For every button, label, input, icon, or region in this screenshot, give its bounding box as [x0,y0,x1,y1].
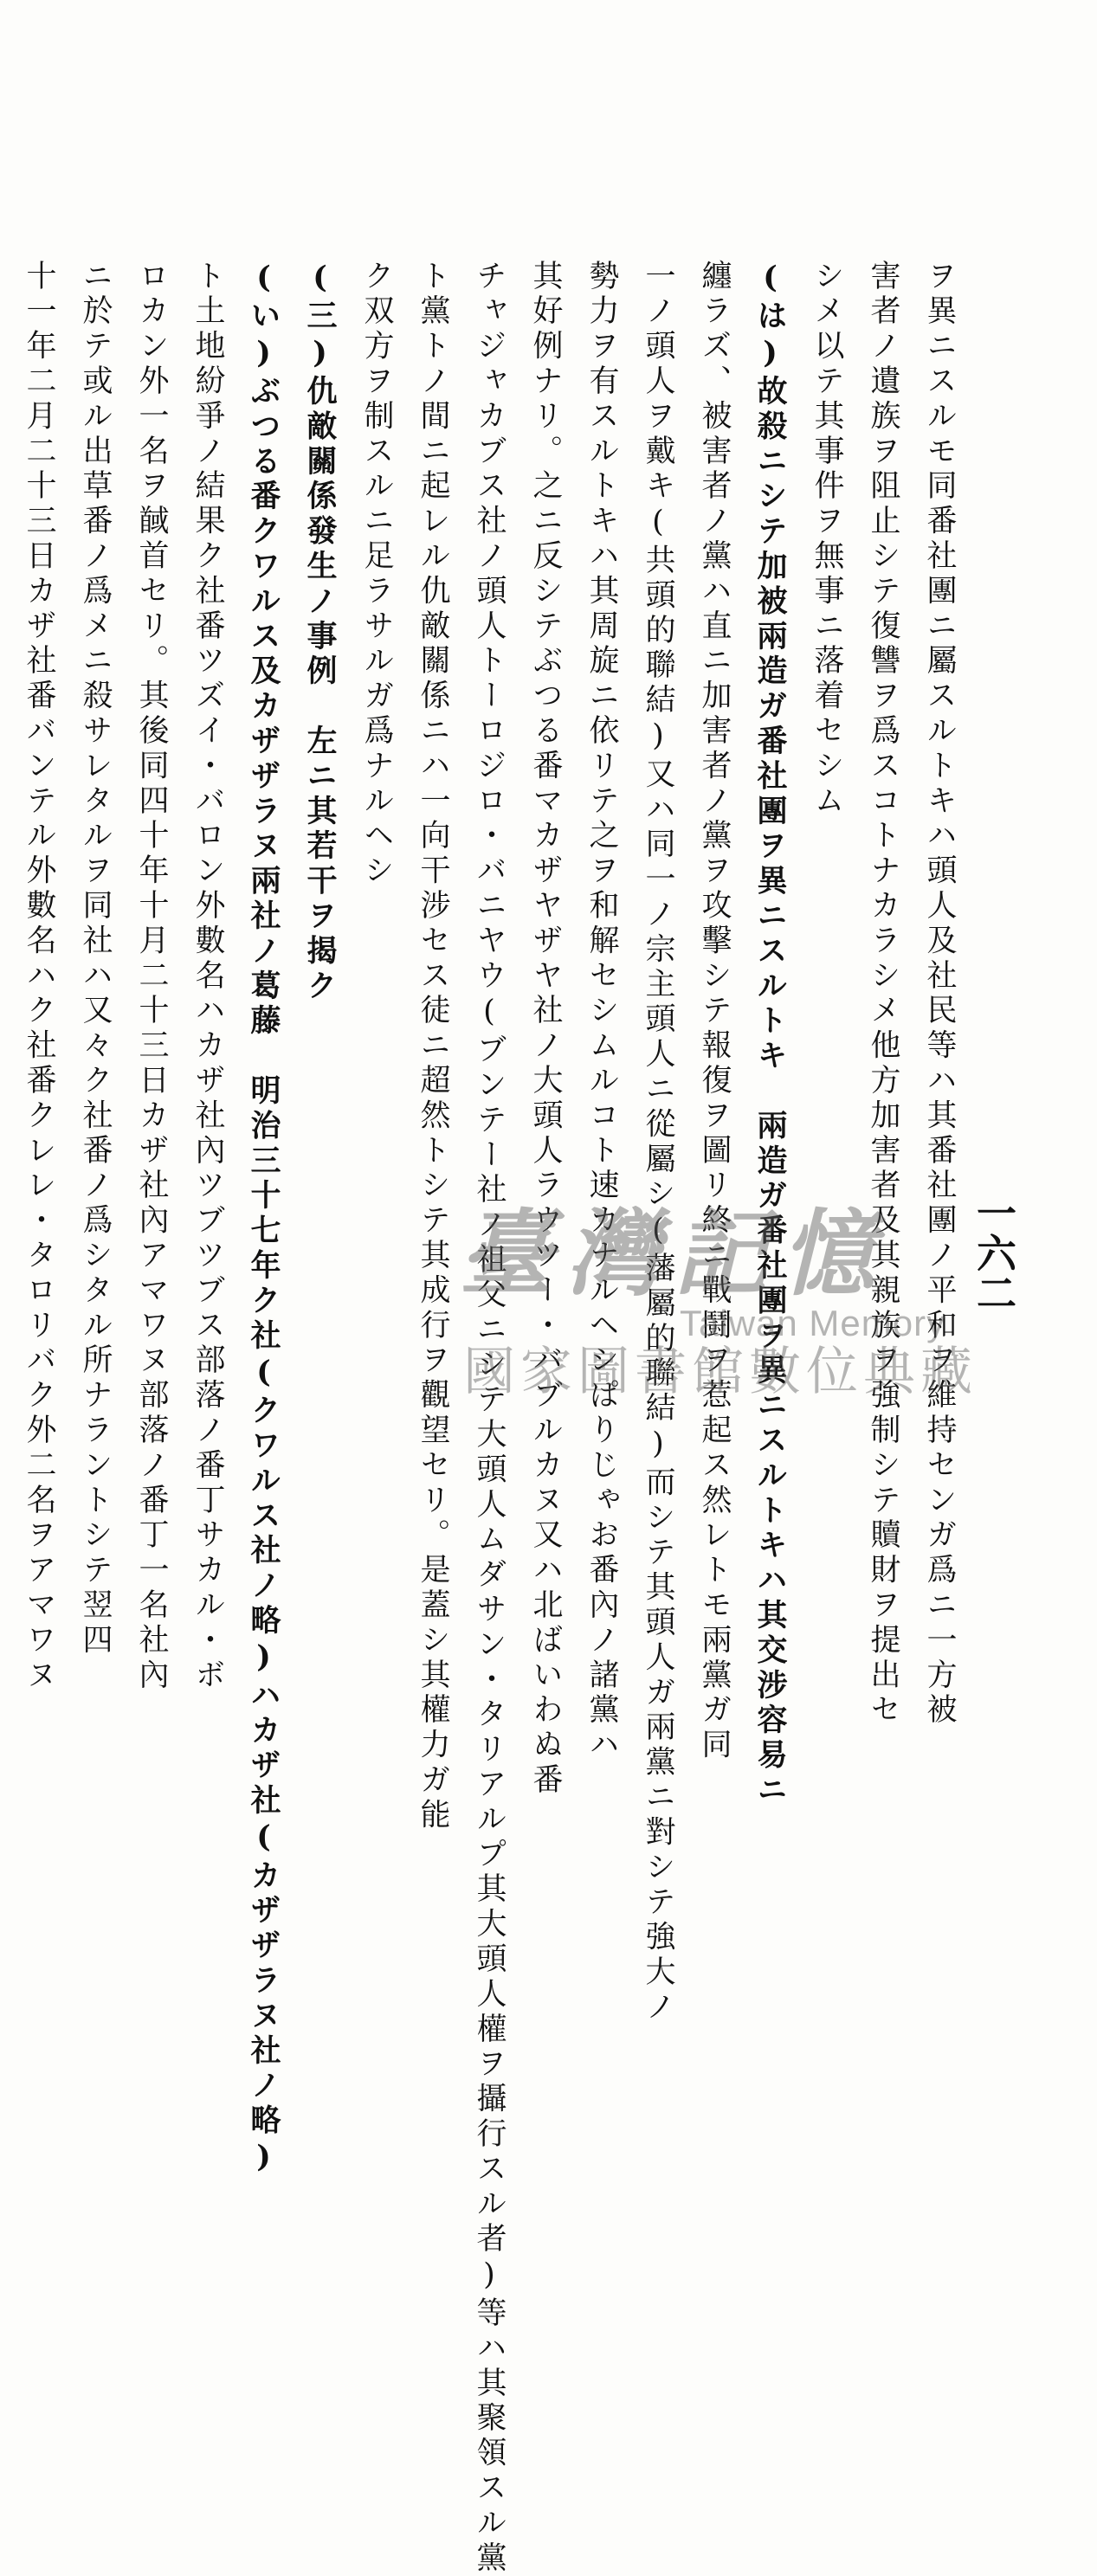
text-line [0,260,10,1575]
watermark-title: 臺灣記憶 [459,1200,889,1309]
text-line: 纏ラズ、被害者ノ黨ハ直ニ加害者ノ黨ヲ攻擊シテ報復ヲ圖リ終ニ戰鬪ヲ惹起ス然レトモ兩黨ガ同 [697,260,732,1764]
text-line: ヲ異ニスルモ同番社團ニ屬スルトキハ頭人及社民等ハ其番社團ノ平和ヲ維持センガ爲ニ一方被 [922,260,957,1729]
library-watermark [459,1200,1030,1424]
text-line: ト土地紛爭ノ結果ク社番ツズイ・バロン外數名ハカザ社內ツブツブス部落ノ番丁サカル・ボ [190,260,225,1694]
text-line: 勢力ヲ有スルトキハ其周旋ニ依リテ之ヲ和解セシムルコト速カナルヘシぱりじゃお番內ノ諸黨ハ [584,260,619,1764]
text-line: ニ於テ或ル出草番ノ爲メニ殺サレタルヲ同社ハ又々ク社番ノ爲シタル所ナラントシテ翌四 [78,260,113,1658]
section-heading: (三)仇敵關係發生ノ事例 左ニ其若干ヲ揭ク [302,260,338,1005]
text-line: 害者ノ遺族ヲ阻止シテ復讐ヲ爲スコトナカラシメ他方加害者及其親族ヲ強制シテ贖財ヲ提出セ [866,260,900,1729]
text-line: 其好例ナリ。之ニ反シテぶつる番マカザヤザヤ社ノ大頭人ラウツー・バブルカヌ又ハ北ばいわぬ番 [528,260,563,1799]
text-line: ク双方ヲ制スルニ足ラサルガ爲ナルヘシ [359,260,394,890]
text-line: 十一年二月二十三日カザ社番バンテル外數名ハク社番クレレ・タロリバク外二名ヲアマワヌ [22,260,56,1694]
text-line: 一ノ頭人ヲ戴キ(共頭的聯結)又ハ同一ノ宗主頭人ニ從屬シ(藩屬的聯結)而シテ其頭人ガ兩黨ニ對シテ強大ノ [641,260,675,2026]
text-line: ロカン外一名ヲ馘首セリ。其後同四十年十月二十三日カザ社內アマワヌ部落ノ番丁一名社內 [134,260,169,1694]
page-number: 一六二 [971,1193,1017,1312]
watermark-english: Taiwan Memory [680,1303,946,1343]
watermark-subtitle: 國家圖書館數位典藏 [463,1342,978,1402]
text-line: シメ以テ其事件ヲ無事ニ落着セシム [810,260,844,820]
text-line: (い)ぶつる番クワルス及カザザラヌ兩社ノ葛藤 明治三十七年ク社(クワルス社ノ略)ハカザ社(カザザラヌ社ノ略) [246,260,281,2180]
text-line: ト黨トノ間ニ起レル仇敵關係ニハ一向干涉セス徒ニ超然トシテ其成行ヲ觀望セリ。是蓋シ其權力ガ能 [416,260,450,1833]
text-line: (は)故殺ニシテ加被兩造ガ番社團ヲ異ニスルトキ 兩造ガ番社團ヲ異ニスルトキハ其交涉容易ニ [752,260,788,1809]
text-line: チャジャカブス社ノ頭人トーロジロ・バニヤウ(ブンテー社ノ祖父ニシテ大頭人ムダサン・タリアルプ其大頭人權ヲ攝行スル者)等ハ其聚領スル黨 [472,260,507,2576]
